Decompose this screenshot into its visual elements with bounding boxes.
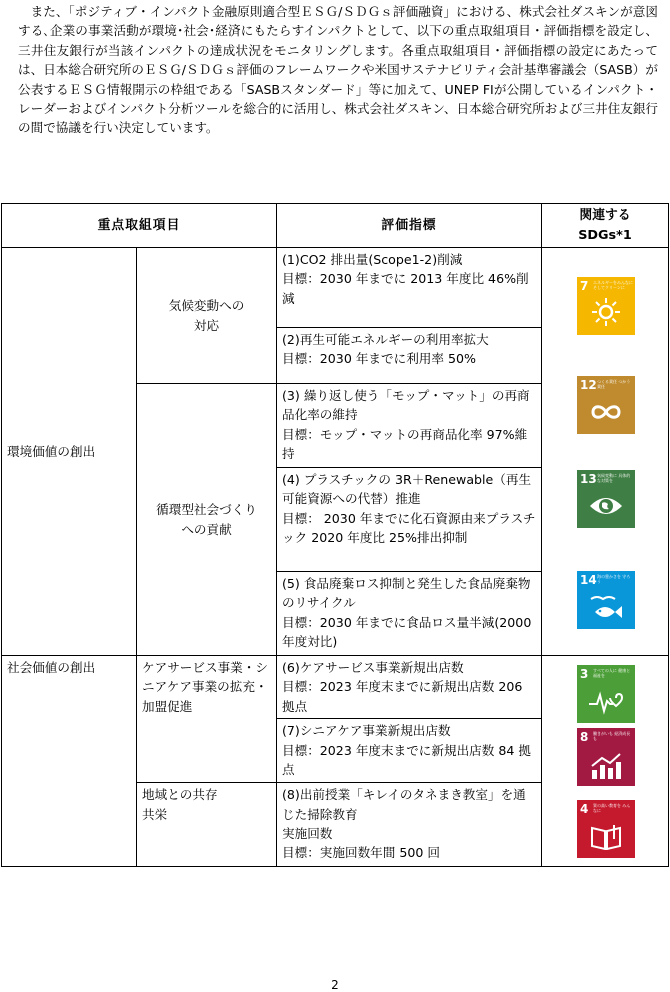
page-number: 2 [331, 978, 339, 992]
sdg-13-badge [577, 470, 635, 528]
sdg-number: 8 [580, 730, 589, 744]
indicator-2: (2)再生可能エネルギーの利用率拡大 目標：2030 年までに利用率 50% [277, 328, 542, 384]
indicator-8: (8)出前授業「キレイのタネまき教室」を通じた掃除教育 実施回数 目標：実施回数年間 500 回 [277, 783, 542, 867]
indicator-4: (4) プラスチックの 3R＋Renewable（再生可能資源への代替）推進 目標： 2030 年までに化石資源由来プラスチック 2020 年度比 25%排出抑制 [277, 468, 542, 572]
care-item: ケアサービス事業・シニアケア事業の拡充・加盟促進 [137, 656, 277, 783]
indicator-6: (6)ケアサービス事業新規出店数 目標：2023 年度末までに新規出店数 206 拠点 [277, 656, 542, 719]
header-indicator: 評価指標 [277, 204, 542, 248]
sdg-label: 海の豊かさを 守ろう [597, 574, 631, 584]
sun-icon [591, 297, 621, 327]
indicator-5: (5) 食品廃棄ロス抑制と発生した食品廃棄物のリサイクル 目標：2030 年までに食品ロス量半減(2000 年度対比) [277, 572, 542, 656]
circular-item: 循環型社会づくり への貢献 [137, 384, 277, 656]
sdg-3-badge [577, 665, 635, 723]
env-category: 環境価値の創出 [2, 248, 137, 656]
header-sdgs: 関連する SDGs*1 [542, 204, 669, 248]
sdg-label: つくる責任 つかう責任 [597, 379, 631, 389]
indicator-1: (1)CO2 排出量(Scope1-2)削減 目標：2030 年までに 2013 年度比 46%削減 [277, 248, 542, 328]
intro-paragraph: また、「ポジティブ・インパクト金融原則適合型ＥＳＧ/ＳＤＧｓ評価融資」における、株式会社ダスキンが意図する､企業の事業活動が環境･社会･経済にもたらすインパクトとして、以下の重点取組項目・評価指標を設定し、三井住友銀行が当該インパクトの達成状況をモニタリングします。各重点取組項目・評価指標の設定にあたっては、日本総合研究所のＥＳＧ/ＳＤＧｓ評価のフレームワークや米国サステナビリティ会計基準審議会（SASB）が公表するＥＳＧ情報開示の枠組である「SASBスタンダード」等に加えて、UNEP FIが公開しているインパクト・レーダーおよびインパクト分析ツールを総合的に活用し、株式会社ダスキン、日本総合研究所および三井住友銀行の間で協議を行い決定しています。 [18, 4, 659, 136]
sdg-4-badge [577, 800, 635, 858]
sdg-label: 気候変動に 具体的な対策を [597, 473, 631, 483]
sdg-number: 4 [580, 802, 589, 816]
sdg-number: 3 [580, 667, 589, 681]
infinity-icon [590, 402, 622, 422]
heartbeat-icon [588, 689, 624, 715]
indicator-3: (3) 繰り返し使う「モップ・マット」の再商品化率の維持 目標：モップ・マットの再商品化率 97%維持 [277, 384, 542, 468]
eye-globe-icon [589, 494, 623, 518]
indicator-7: (7)シニアケア事業新規出店数 目標：2023 年度末までに新規出店数 84 拠点 [277, 719, 542, 783]
sdg-7-badge [577, 277, 635, 335]
book-icon [590, 824, 622, 850]
sdg-number: 13 [580, 472, 597, 486]
sdg-label: 質の高い教育を みんなに [593, 803, 631, 813]
fish-icon [589, 593, 623, 623]
community-item: 地域との共存 共栄 [137, 783, 277, 867]
sdg-number: 14 [580, 573, 597, 587]
sdg-label: 働きがいも 経済成長も [593, 731, 631, 741]
climate-item: 気候変動への 対応 [137, 248, 277, 384]
sdg-12-badge [577, 376, 635, 434]
table-row [2, 248, 669, 328]
sdg-8-badge [577, 728, 635, 786]
sdg-number: 7 [580, 279, 589, 293]
sdg-label: すべての人に 健康と福祉を [593, 668, 631, 678]
sdg-number: 12 [580, 378, 597, 392]
table-row [2, 656, 669, 719]
sdg-label: エネルギーをみんなに そしてクリーンに [593, 280, 633, 290]
growth-icon [590, 752, 622, 780]
intro-text [18, 2, 658, 138]
social-category: 社会価値の創出 [2, 656, 137, 867]
focus-items-table [1, 203, 669, 867]
table-header-row [2, 204, 669, 248]
header-focus: 重点取組項目 [2, 204, 277, 248]
sdg-14-badge [577, 571, 635, 629]
